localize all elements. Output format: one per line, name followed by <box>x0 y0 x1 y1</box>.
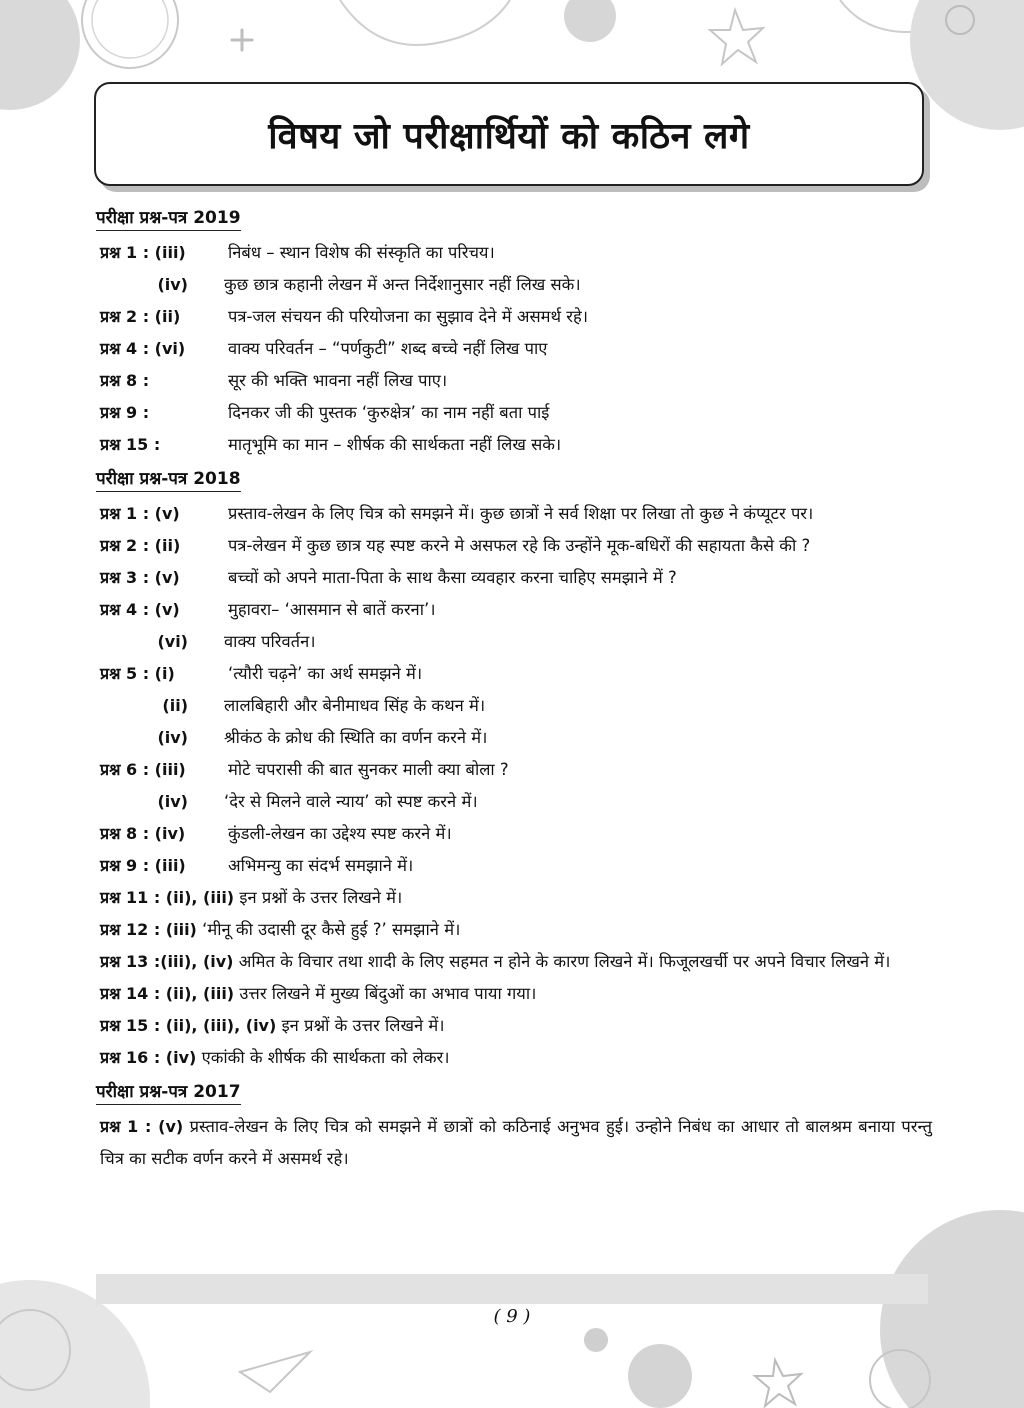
list-item <box>96 1010 932 1042</box>
title-box <box>94 82 924 186</box>
question-text: वाक्य परिवर्तन – “पर्णकुटी” शब्द बच्चे नहीं लिख पाए <box>228 339 548 358</box>
question-text: मुहावरा– ‘आसमान से बातें करना’। <box>228 600 436 619</box>
question-label: प्रश्न 9 : (iii) <box>100 856 186 875</box>
question-label: प्रश्न 15 : <box>100 435 161 454</box>
list-item <box>96 786 932 818</box>
question-label: प्रश्न 8 : (iv) <box>100 824 186 843</box>
section-heading: परीक्षा प्रश्न-पत्र 2019 <box>96 206 241 231</box>
question-label: प्रश्न 2 : (ii) <box>100 307 181 326</box>
question-text: ‘देर से मिलने वाले न्याय’ को स्पष्ट करने में। <box>224 792 478 811</box>
question-text: प्रस्ताव-लेखन के लिए चित्र को समझने में। कुछ छात्रों ने सर्व शिक्षा पर लिखा तो कुछ ने कंप्यूटर पर। <box>228 504 814 523</box>
list-item <box>96 301 932 333</box>
list-item <box>96 594 932 626</box>
list-item <box>96 754 932 786</box>
section-2017 <box>96 1074 932 1175</box>
list-item <box>96 690 932 722</box>
question-label: प्रश्न 5 : (i) <box>100 664 175 683</box>
question-text: निबंध – स्थान विशेष की संस्कृति का परिचय। <box>228 243 495 262</box>
page-title: विषय जो परीक्षार्थियों को कठिन लगे <box>268 115 750 157</box>
list-item <box>96 626 932 658</box>
question-label: प्रश्न 3 : (v) <box>100 568 180 587</box>
list-item <box>96 397 932 429</box>
list-item <box>96 882 932 914</box>
question-text: मोटे चपरासी की बात सुनकर माली क्या बोला ? <box>228 760 509 779</box>
list-item <box>96 1042 932 1074</box>
question-label: प्रश्न 11 : (ii), (iii) <box>100 888 235 907</box>
question-text: एकांकी के शीर्षक की सार्थकता को लेकर। <box>201 1048 450 1067</box>
question-text: ‘त्यौरी चढ़ने’ का अर्थ समझने में। <box>228 664 423 683</box>
question-label: प्रश्न 1 : (v) <box>100 504 180 523</box>
list-item <box>96 365 932 397</box>
question-label: प्रश्न 4 : (v) <box>100 600 180 619</box>
question-label: प्रश्न 14 : (ii), (iii) <box>100 984 235 1003</box>
question-text: इन प्रश्नों के उत्तर लिखने में। <box>281 1016 445 1035</box>
list-item <box>96 562 932 594</box>
list-item <box>96 498 932 530</box>
section-heading: परीक्षा प्रश्न-पत्र 2017 <box>96 1080 241 1105</box>
list-item <box>96 530 932 562</box>
question-text: लालबिहारी और बेनीमाधव सिंह के कथन में। <box>224 696 486 715</box>
question-text: कुछ छात्र कहानी लेखन में अन्त निर्देशानुसार नहीं लिख सके। <box>224 275 581 294</box>
section-2018 <box>96 461 932 1074</box>
question-text: पत्र-जल संचयन की परियोजना का सुझाव देने में असमर्थ रहे। <box>228 307 589 326</box>
content <box>96 200 932 1175</box>
list-item <box>96 946 932 978</box>
question-text: अमित के विचार तथा शादी के लिए सहमत न होने के कारण लिखने में। फिजूलखर्ची पर अपने विचार लिखने में। <box>238 952 891 971</box>
section-heading: परीक्षा प्रश्न-पत्र 2018 <box>96 467 241 492</box>
list-item <box>96 429 932 461</box>
list-item <box>96 237 932 269</box>
question-text: बच्चों को अपने माता-पिता के साथ कैसा व्यवहार करना चाहिए समझाने में ? <box>228 568 677 587</box>
question-label: (iv) <box>157 728 188 747</box>
question-label: प्रश्न 4 : (vi) <box>100 339 186 358</box>
question-text: श्रीकंठ के क्रोध की स्थिति का वर्णन करने में। <box>224 728 488 747</box>
question-label: प्रश्न 9 : <box>100 403 150 422</box>
question-label: प्रश्न 16 : (iv) <box>100 1048 197 1067</box>
list-item <box>96 850 932 882</box>
question-text: सूर की भक्ति भावना नहीं लिख पाए। <box>228 371 448 390</box>
question-text: मातृभूमि का मान – शीर्षक की सार्थकता नहीं लिख सके। <box>228 435 562 454</box>
question-label: (vi) <box>157 632 188 651</box>
question-text: पत्र-लेखन में कुछ छात्र यह स्पष्ट करने मे असफल रहे कि उन्होंने मूक-बधिरों की सहायता कैसे की ? <box>228 536 811 555</box>
list-item <box>96 818 932 850</box>
question-label: प्रश्न 6 : (iii) <box>100 760 186 779</box>
question-text: कुंडली-लेखन का उद्देश्य स्पष्ट करने में। <box>228 824 452 843</box>
section-2019 <box>96 200 932 461</box>
question-label: प्रश्न 15 : (ii), (iii), (iv) <box>100 1016 277 1035</box>
list-item <box>96 722 932 754</box>
question-text: वाक्य परिवर्तन। <box>224 632 316 651</box>
list-item <box>96 1111 932 1175</box>
question-text: इन प्रश्नों के उत्तर लिखने में। <box>239 888 403 907</box>
list-item <box>96 978 932 1010</box>
question-label: प्रश्न 1 : (iii) <box>100 243 186 262</box>
list-item <box>96 269 932 301</box>
question-label: प्रश्न 8 : <box>100 371 150 390</box>
question-text: ‘मीनू की उदासी दूर कैसे हुई ?’ समझाने में। <box>202 920 461 939</box>
question-label: प्रश्न 13 :(iii), (iv) <box>100 952 234 971</box>
question-label: (ii) <box>162 696 188 715</box>
list-item <box>96 333 932 365</box>
question-label: (iv) <box>157 275 188 294</box>
question-text: दिनकर जी की पुस्तक ‘कुरुक्षेत्र’ का नाम नहीं बता पाई <box>228 403 550 422</box>
footer-band <box>96 1274 928 1304</box>
page-number: ( 9 ) <box>493 1306 531 1327</box>
question-label: प्रश्न 2 : (ii) <box>100 536 181 555</box>
question-text: प्रस्ताव-लेखन के लिए चित्र को समझने में छात्रों को कठिनाई अनुभव हुई। उन्होने निबंध का आधार तो बालश्रम बनाया परन्तु चित्र का सटीक वर्णन करने में असमर्थ रहे। <box>100 1117 933 1168</box>
list-item <box>96 914 932 946</box>
list-item <box>96 658 932 690</box>
question-label: प्रश्न 1 : (v) <box>100 1117 184 1136</box>
question-label: प्रश्न 12 : (iii) <box>100 920 197 939</box>
question-label: (iv) <box>157 792 188 811</box>
question-text: उत्तर लिखने में मुख्य बिंदुओं का अभाव पाया गया। <box>239 984 537 1003</box>
question-text: अभिमन्यु का संदर्भ समझाने में। <box>228 856 414 875</box>
